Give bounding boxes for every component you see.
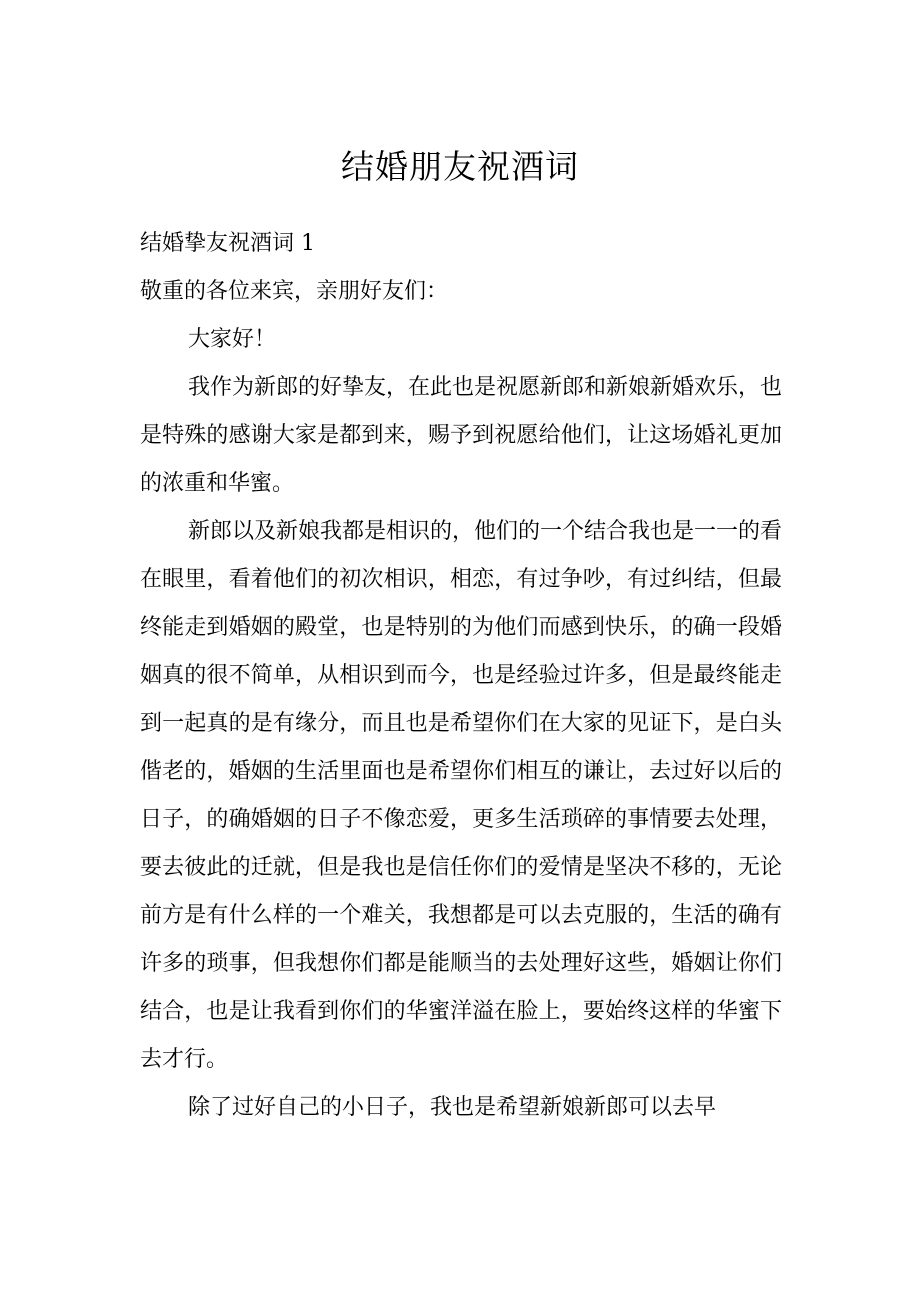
paragraph-1: 我作为新郎的好挚友，在此也是祝愿新郎和新娘新婚欢乐，也是特殊的感谢大家是都到来，赐予到祝愿给他们，让这场婚礼更加的浓重和华蜜。	[140, 375, 783, 496]
document-title: 结婚朋友祝酒词	[341, 147, 579, 186]
paragraph-greeting: 大家好！	[188, 327, 277, 352]
paragraph-2: 新郎以及新娘我都是相识的，他们的一个结合我也是一一的看在眼里，看着他们的初次相识，相恋，有过争吵，有过纠结，但最终能走到婚姻的殿堂，也是特别的为他们而感到快乐，的确一段婚姻真的很不简单，从相识到而今，也是经验过许多，但是最终能走到一起真的是有缘分，而且也是希望你们在大家的见证下，是白头偕老的，婚姻的生活里面也是希望你们相互的谦让，去过好以后的日子，的确婚姻的日子不像恋爱，更多生活琐碎的事情要去处理，要去彼此的迁就，但是我也是信任你们的爱情是坚决不移的，无论前方是有什么样的一个难关，我想都是可以去克服的，生活的确有许多的琐事，但我想你们都是能顺当的去处理好这些，婚姻让你们结合，也是让我看到你们的华蜜洋溢在脸上，要始终这样的华蜜下去才行。	[140, 519, 783, 1072]
section-heading: 结婚挚友祝酒词 1	[140, 231, 315, 256]
paragraph-3: 除了过好自己的小日子，我也是希望新娘新郎可以去早	[188, 1095, 717, 1120]
document-body	[140, 220, 782, 1132]
salutation: 敬重的各位来宾，亲朋好友们：	[140, 279, 449, 304]
